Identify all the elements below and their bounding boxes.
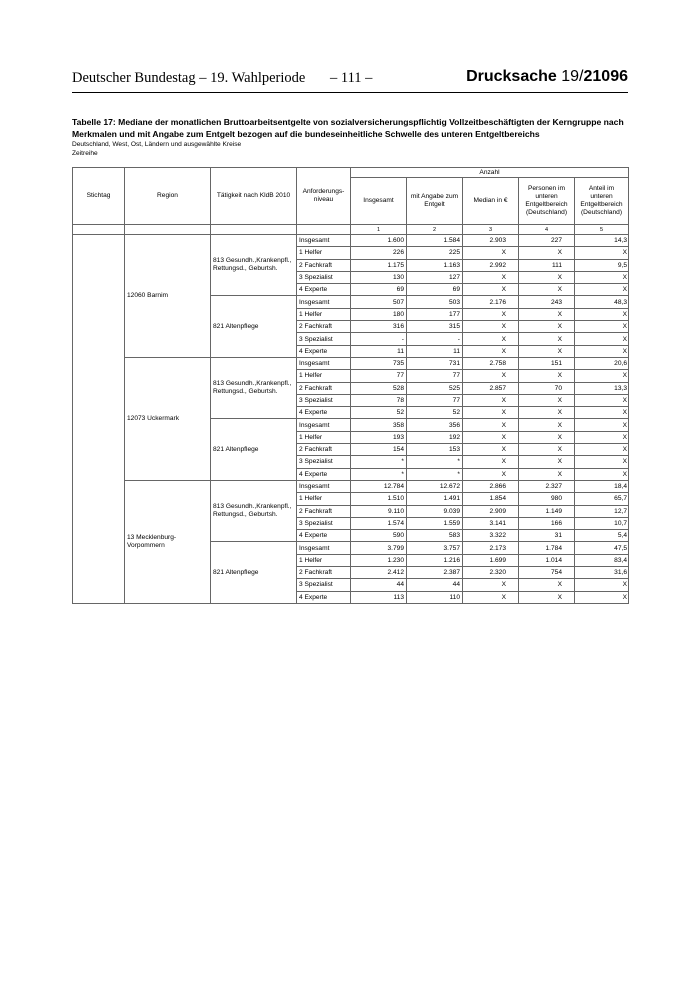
cell-value-5: 18,4 xyxy=(575,480,629,492)
cell-value-4: 2.327 xyxy=(519,480,575,492)
table-body xyxy=(73,235,629,604)
cell-value-4: X xyxy=(519,419,575,431)
cell-value-2: 225 xyxy=(407,247,463,259)
cell-value-3: 2.758 xyxy=(463,357,519,369)
cell-value-2: 1.559 xyxy=(407,517,463,529)
cell-value-2: * xyxy=(407,468,463,480)
cell-value-1: 11 xyxy=(351,345,407,357)
cell-value-2: 731 xyxy=(407,357,463,369)
cell-value-4: 1.014 xyxy=(519,554,575,566)
header-publication: Deutscher Bundestag – 19. Wahlperiode xyxy=(72,70,306,86)
header-drucksache-period: 19/ xyxy=(561,68,584,85)
table-subtitle-scope: Deutschland, West, Ost, Ländern und ausgewählte Kreise xyxy=(72,141,242,148)
cell-value-5: X xyxy=(575,431,629,443)
cell-value-3: X xyxy=(463,407,519,419)
cell-value-2: * xyxy=(407,456,463,468)
header-drucksache-number: 21096 xyxy=(583,68,628,85)
cell-value-5: 47,5 xyxy=(575,542,629,554)
cell-value-4: 166 xyxy=(519,517,575,529)
cell-value-4: X xyxy=(519,456,575,468)
table-row xyxy=(73,235,629,247)
cell-value-5: 10,7 xyxy=(575,517,629,529)
cell-taetigkeit: 813 Gesundh.,Krankenpfl., Rettungsd., Geburtsh. xyxy=(211,235,297,296)
cell-value-1: * xyxy=(351,456,407,468)
cell-value-3: 1.699 xyxy=(463,554,519,566)
col-number-5: 5 xyxy=(575,225,629,235)
cell-value-3: 2.909 xyxy=(463,505,519,517)
cell-taetigkeit: 821 Altenpflege xyxy=(211,542,297,603)
cell-value-4: X xyxy=(519,308,575,320)
cell-value-3: X xyxy=(463,308,519,320)
cell-value-4: X xyxy=(519,579,575,591)
cell-region: 12073 Uckermark xyxy=(125,357,211,480)
table-row xyxy=(73,480,629,492)
cell-value-4: X xyxy=(519,247,575,259)
cell-anforderung: 3 Spezialist xyxy=(297,394,351,406)
col-mit-angabe: mit Angabe zum Entgelt xyxy=(407,178,463,225)
cell-value-1: 1.600 xyxy=(351,235,407,247)
cell-value-2: 77 xyxy=(407,394,463,406)
cell-anforderung: 2 Fachkraft xyxy=(297,382,351,394)
cell-anforderung: Insgesamt xyxy=(297,357,351,369)
cell-value-3: X xyxy=(463,591,519,603)
cell-value-4: 754 xyxy=(519,567,575,579)
cell-anforderung: 3 Spezialist xyxy=(297,271,351,283)
cell-value-1: 77 xyxy=(351,370,407,382)
cell-value-1: 2.412 xyxy=(351,567,407,579)
cell-value-3: X xyxy=(463,394,519,406)
cell-anforderung: 4 Experte xyxy=(297,468,351,480)
cell-value-2: 503 xyxy=(407,296,463,308)
cell-value-5: X xyxy=(575,333,629,345)
col-stichtag: Stichtag xyxy=(73,168,125,225)
cell-taetigkeit: 813 Gesundh.,Krankenpfl., Rettungsd., Geburtsh. xyxy=(211,480,297,541)
cell-anforderung: 2 Fachkraft xyxy=(297,444,351,456)
cell-value-2: 11 xyxy=(407,345,463,357)
cell-value-4: 1.784 xyxy=(519,542,575,554)
cell-value-1: 590 xyxy=(351,530,407,542)
cell-value-3: X xyxy=(463,321,519,333)
cell-anforderung: 2 Fachkraft xyxy=(297,259,351,271)
cell-value-2: 525 xyxy=(407,382,463,394)
cell-value-2: 1.216 xyxy=(407,554,463,566)
cell-value-1: 193 xyxy=(351,431,407,443)
cell-value-1: 3.799 xyxy=(351,542,407,554)
header-drucksache xyxy=(466,68,628,86)
table-subtitle-series: Zeitreihe xyxy=(72,150,98,157)
cell-value-4: 111 xyxy=(519,259,575,271)
cell-anforderung: 1 Helfer xyxy=(297,247,351,259)
cell-value-2: 44 xyxy=(407,579,463,591)
cell-value-1: 226 xyxy=(351,247,407,259)
cell-value-5: X xyxy=(575,284,629,296)
col-insgesamt: Insgesamt xyxy=(351,178,407,225)
cell-value-2: 356 xyxy=(407,419,463,431)
cell-value-4: X xyxy=(519,333,575,345)
cell-value-2: 69 xyxy=(407,284,463,296)
col-number-blank xyxy=(297,225,351,235)
header-page-number: – 111 – xyxy=(330,70,373,86)
cell-value-1: 735 xyxy=(351,357,407,369)
cell-value-3: 2.992 xyxy=(463,259,519,271)
cell-value-1: 78 xyxy=(351,394,407,406)
cell-value-2: 9.039 xyxy=(407,505,463,517)
cell-value-3: X xyxy=(463,333,519,345)
cell-value-1: 154 xyxy=(351,444,407,456)
cell-value-3: 2.176 xyxy=(463,296,519,308)
cell-value-5: 9,5 xyxy=(575,259,629,271)
cell-value-5: X xyxy=(575,591,629,603)
cell-taetigkeit: 821 Altenpflege xyxy=(211,296,297,357)
table-row xyxy=(73,357,629,369)
col-anzahl: Anzahl xyxy=(351,168,629,178)
cell-value-4: X xyxy=(519,271,575,283)
cell-value-2: 3.757 xyxy=(407,542,463,554)
cell-value-5: 83,4 xyxy=(575,554,629,566)
cell-value-1: 1.574 xyxy=(351,517,407,529)
cell-value-5: 12,7 xyxy=(575,505,629,517)
cell-value-3: 2.903 xyxy=(463,235,519,247)
cell-value-4: X xyxy=(519,468,575,480)
cell-value-5: X xyxy=(575,468,629,480)
cell-value-3: 2.866 xyxy=(463,480,519,492)
cell-value-1: 528 xyxy=(351,382,407,394)
cell-anforderung: 3 Spezialist xyxy=(297,517,351,529)
cell-value-4: X xyxy=(519,591,575,603)
cell-value-5: 13,3 xyxy=(575,382,629,394)
cell-value-3: 1.854 xyxy=(463,493,519,505)
col-median: Median in € xyxy=(463,178,519,225)
cell-value-3: X xyxy=(463,271,519,283)
cell-value-2: 583 xyxy=(407,530,463,542)
col-taetigkeit: Tätigkeit nach KldB 2010 xyxy=(211,168,297,225)
cell-value-3: X xyxy=(463,431,519,443)
cell-value-1: 9.110 xyxy=(351,505,407,517)
data-table xyxy=(72,167,629,604)
cell-value-5: 31,6 xyxy=(575,567,629,579)
cell-value-1: 180 xyxy=(351,308,407,320)
cell-taetigkeit: 813 Gesundh.,Krankenpfl., Rettungsd., Geburtsh. xyxy=(211,357,297,418)
cell-value-4: 1.149 xyxy=(519,505,575,517)
cell-value-1: 507 xyxy=(351,296,407,308)
cell-value-4: X xyxy=(519,431,575,443)
cell-value-2: 1.491 xyxy=(407,493,463,505)
cell-value-2: 192 xyxy=(407,431,463,443)
cell-anforderung: 2 Fachkraft xyxy=(297,567,351,579)
cell-value-1: * xyxy=(351,468,407,480)
cell-region: 12060 Barnim xyxy=(125,235,211,358)
cell-value-3: X xyxy=(463,456,519,468)
cell-value-4: X xyxy=(519,407,575,419)
cell-anforderung: 4 Experte xyxy=(297,345,351,357)
cell-value-1: 130 xyxy=(351,271,407,283)
cell-value-4: 227 xyxy=(519,235,575,247)
cell-stichtag xyxy=(73,235,125,604)
cell-value-4: 980 xyxy=(519,493,575,505)
cell-value-1: 69 xyxy=(351,284,407,296)
cell-value-4: 151 xyxy=(519,357,575,369)
cell-value-3: 2.320 xyxy=(463,567,519,579)
cell-anforderung: 1 Helfer xyxy=(297,493,351,505)
cell-value-5: X xyxy=(575,321,629,333)
cell-anforderung: 2 Fachkraft xyxy=(297,505,351,517)
col-anforderung: Anforderungs-niveau xyxy=(297,168,351,225)
cell-value-3: 2.857 xyxy=(463,382,519,394)
col-number-2: 2 xyxy=(407,225,463,235)
col-region: Region xyxy=(125,168,211,225)
cell-value-5: X xyxy=(575,579,629,591)
cell-value-1: 44 xyxy=(351,579,407,591)
cell-value-2: - xyxy=(407,333,463,345)
cell-anforderung: Insgesamt xyxy=(297,480,351,492)
cell-value-1: 358 xyxy=(351,419,407,431)
cell-anforderung: 3 Spezialist xyxy=(297,333,351,345)
cell-value-1: 52 xyxy=(351,407,407,419)
cell-value-2: 1.584 xyxy=(407,235,463,247)
cell-value-4: 31 xyxy=(519,530,575,542)
cell-value-4: X xyxy=(519,345,575,357)
cell-value-4: X xyxy=(519,370,575,382)
cell-anforderung: Insgesamt xyxy=(297,542,351,554)
cell-value-2: 12.672 xyxy=(407,480,463,492)
cell-value-1: 316 xyxy=(351,321,407,333)
cell-value-4: 243 xyxy=(519,296,575,308)
cell-value-4: X xyxy=(519,284,575,296)
cell-value-4: X xyxy=(519,321,575,333)
cell-anforderung: Insgesamt xyxy=(297,235,351,247)
cell-anforderung: 1 Helfer xyxy=(297,308,351,320)
cell-value-2: 1.163 xyxy=(407,259,463,271)
cell-anforderung: 3 Spezialist xyxy=(297,579,351,591)
cell-value-3: X xyxy=(463,345,519,357)
cell-region: 13 Mecklenburg-Vorpommern xyxy=(125,480,211,603)
cell-value-3: 3.141 xyxy=(463,517,519,529)
cell-value-3: X xyxy=(463,247,519,259)
col-number-3: 3 xyxy=(463,225,519,235)
cell-value-3: 2.173 xyxy=(463,542,519,554)
cell-anforderung: 1 Helfer xyxy=(297,554,351,566)
cell-anforderung: Insgesamt xyxy=(297,296,351,308)
cell-value-1: 1.230 xyxy=(351,554,407,566)
cell-value-5: 14,3 xyxy=(575,235,629,247)
col-number-blank xyxy=(73,225,125,235)
cell-value-3: X xyxy=(463,419,519,431)
cell-value-4: 70 xyxy=(519,382,575,394)
cell-value-2: 2.387 xyxy=(407,567,463,579)
cell-value-5: 20,6 xyxy=(575,357,629,369)
cell-taetigkeit: 821 Altenpflege xyxy=(211,419,297,480)
cell-value-2: 77 xyxy=(407,370,463,382)
cell-value-3: 3.322 xyxy=(463,530,519,542)
cell-value-5: X xyxy=(575,444,629,456)
cell-value-5: X xyxy=(575,456,629,468)
cell-anforderung: 1 Helfer xyxy=(297,370,351,382)
cell-value-2: 52 xyxy=(407,407,463,419)
cell-value-2: 110 xyxy=(407,591,463,603)
col-personen: Personen im unteren Entgeltbereich (Deutschland) xyxy=(519,178,575,225)
cell-anforderung: 4 Experte xyxy=(297,407,351,419)
cell-anforderung: 4 Experte xyxy=(297,284,351,296)
cell-value-3: X xyxy=(463,370,519,382)
cell-anforderung: Insgesamt xyxy=(297,419,351,431)
cell-anforderung: 4 Experte xyxy=(297,530,351,542)
col-number-blank xyxy=(211,225,297,235)
cell-value-3: X xyxy=(463,444,519,456)
col-number-1: 1 xyxy=(351,225,407,235)
cell-value-5: 65,7 xyxy=(575,493,629,505)
cell-value-5: X xyxy=(575,271,629,283)
cell-value-5: X xyxy=(575,394,629,406)
cell-anforderung: 1 Helfer xyxy=(297,431,351,443)
col-number-blank xyxy=(125,225,211,235)
cell-value-5: X xyxy=(575,247,629,259)
cell-value-1: - xyxy=(351,333,407,345)
cell-value-5: 48,3 xyxy=(575,296,629,308)
col-anteil: Anteil im unteren Entgeltbereich (Deutschland) xyxy=(575,178,629,225)
cell-value-3: X xyxy=(463,579,519,591)
cell-value-1: 1.510 xyxy=(351,493,407,505)
table-title: Tabelle 17: Mediane der monatlichen Bruttoarbeitsentgelte von sozialversicherungspflichtig Vollzeitbeschäftigten der Kerngruppe nach Merkmalen und mit Angabe zum Entgelt bezogen auf die bundeseinheitliche Schwelle des unteren Entgeltbereichs xyxy=(72,117,624,139)
cell-anforderung: 2 Fachkraft xyxy=(297,321,351,333)
cell-value-2: 315 xyxy=(407,321,463,333)
cell-value-5: 5,4 xyxy=(575,530,629,542)
cell-value-3: X xyxy=(463,284,519,296)
cell-value-5: X xyxy=(575,370,629,382)
cell-value-5: X xyxy=(575,308,629,320)
cell-value-1: 1.175 xyxy=(351,259,407,271)
cell-value-2: 127 xyxy=(407,271,463,283)
cell-value-2: 153 xyxy=(407,444,463,456)
cell-value-3: X xyxy=(463,468,519,480)
cell-value-2: 177 xyxy=(407,308,463,320)
col-number-4: 4 xyxy=(519,225,575,235)
cell-value-1: 113 xyxy=(351,591,407,603)
cell-value-5: X xyxy=(575,407,629,419)
page-header xyxy=(72,70,628,93)
cell-value-4: X xyxy=(519,394,575,406)
cell-anforderung: 3 Spezialist xyxy=(297,456,351,468)
header-drucksache-label: Drucksache xyxy=(466,68,557,85)
cell-value-4: X xyxy=(519,444,575,456)
cell-value-5: X xyxy=(575,419,629,431)
cell-value-1: 12.784 xyxy=(351,480,407,492)
cell-value-5: X xyxy=(575,345,629,357)
cell-anforderung: 4 Experte xyxy=(297,591,351,603)
